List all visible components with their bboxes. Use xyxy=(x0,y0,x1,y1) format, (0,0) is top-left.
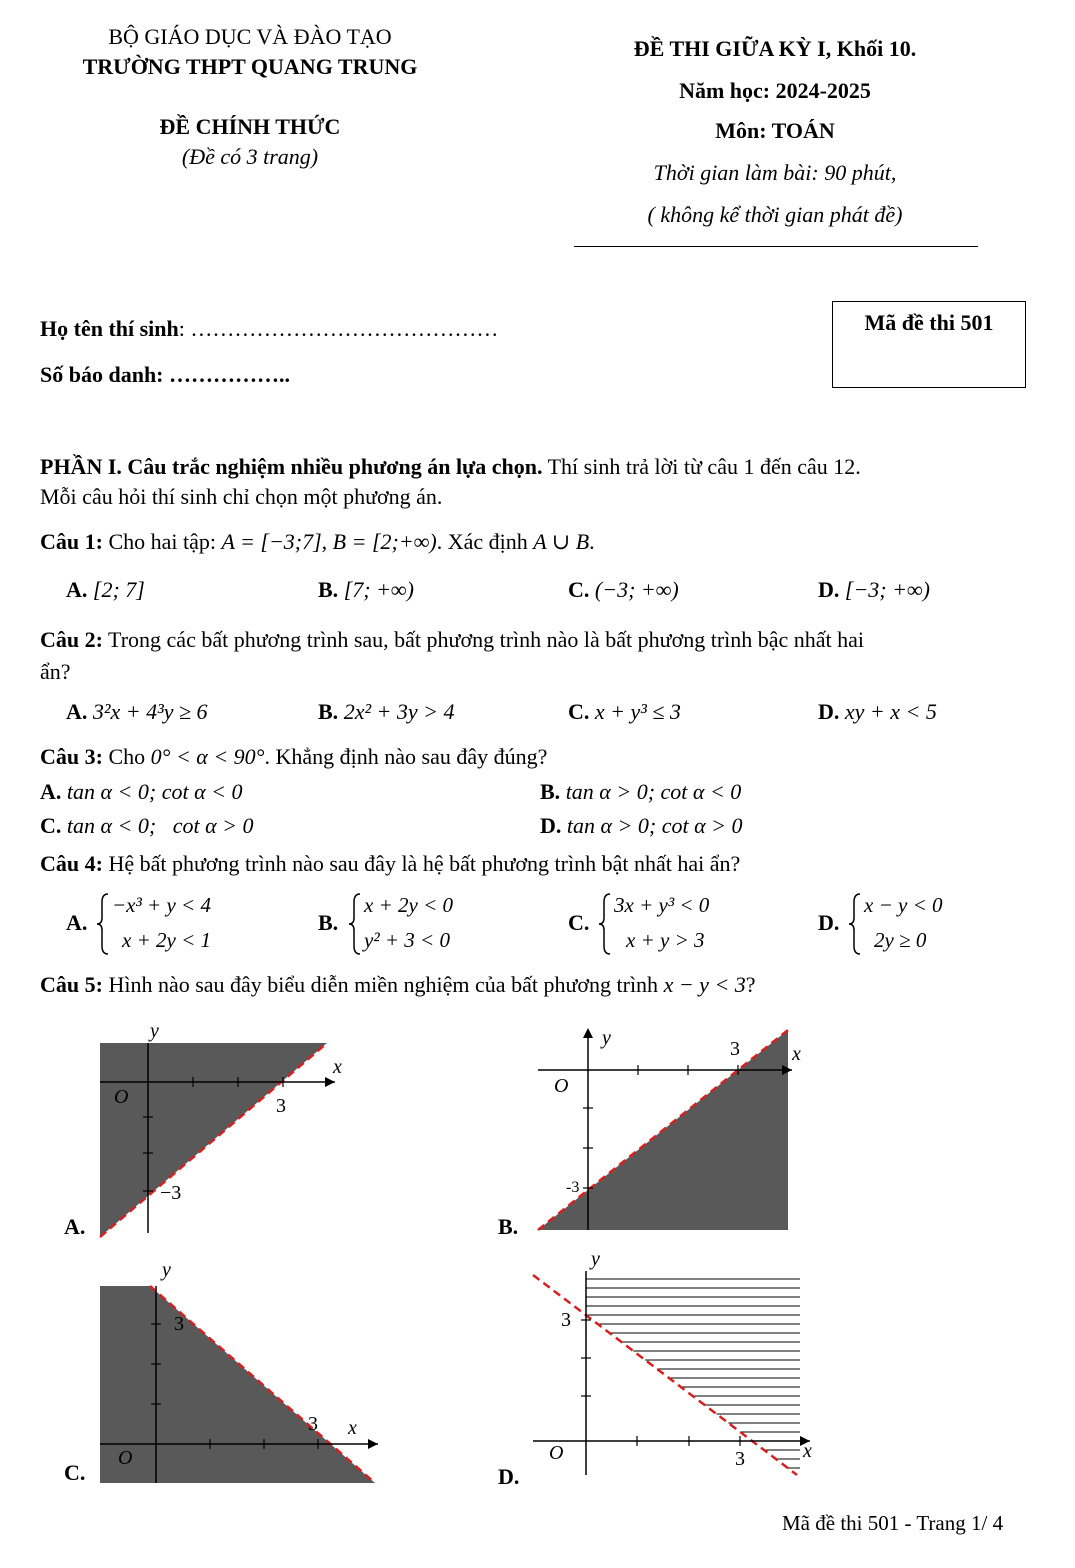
graph-b-y-label: y xyxy=(602,1027,611,1049)
header-divider xyxy=(574,246,978,247)
question-2 xyxy=(40,625,864,655)
q2-text: Trong các bất phương trình sau, bất phương trình nào là bất phương trình bậc nhất hai xyxy=(102,627,865,652)
brace-icon xyxy=(348,892,362,956)
q3-label: Câu 3: xyxy=(40,744,103,769)
student-name-line xyxy=(40,316,498,342)
exam-time: Thời gian làm bài: 90 phút, xyxy=(653,160,897,185)
graph-d-x-label: x xyxy=(803,1440,812,1462)
q2-option-d[interactable]: D. xy + x < 5 xyxy=(818,699,937,724)
graph-d-key[interactable]: D. xyxy=(498,1464,520,1489)
q1-option-a[interactable]: A. [2; 7] xyxy=(66,577,145,602)
q5-text: Hình nào sau đây biểu diễn miền nghiệm của bất phương trình xyxy=(102,972,664,997)
q4-option-a[interactable]: A. −x³ + y < 4 x + 2y < 1 xyxy=(66,890,266,960)
school-name: TRƯỜNG THPT QUANG TRUNG xyxy=(82,54,418,79)
q1-option-c[interactable]: C. (−3; +∞) xyxy=(568,577,679,602)
brace-icon xyxy=(598,892,612,956)
arrow-icon xyxy=(368,1439,378,1449)
q1-text: Cho hai tập: xyxy=(102,529,222,554)
q2-text2: ẩn? xyxy=(40,659,71,684)
q1-label: Câu 1: xyxy=(40,529,103,554)
question-4 xyxy=(40,849,740,879)
graph-a-x-label: x xyxy=(333,1056,342,1078)
graph-c-x-label: x xyxy=(348,1417,357,1439)
official-label: ĐỀ CHÍNH THỨC xyxy=(159,114,341,139)
q3-option-b[interactable]: B. tan α > 0; cot α < 0 xyxy=(540,779,742,804)
question-3 xyxy=(40,742,547,772)
graph-b-x-label: x xyxy=(792,1043,801,1065)
graph-c-origin: O xyxy=(118,1447,133,1469)
graph-d-hatch xyxy=(586,1279,800,1468)
graph-a-key[interactable]: A. xyxy=(64,1214,86,1239)
q2-option-b[interactable]: B. 2x² + 3y > 4 xyxy=(318,699,455,724)
graph-c-shade xyxy=(100,1286,375,1483)
q2-option-c[interactable]: C. x + y³ ≤ 3 xyxy=(568,699,681,724)
question-5 xyxy=(40,970,756,1000)
q4-option-c[interactable]: C. 3x + y³ < 0 x + y > 3 xyxy=(568,890,768,960)
exam-time-note: ( không kể thời gian phát đề) xyxy=(647,202,903,227)
graph-a[interactable] xyxy=(90,1015,350,1240)
graph-d-tick-y: 3 xyxy=(561,1309,571,1331)
arrow-icon xyxy=(325,1077,335,1087)
q1-option-b[interactable]: B. [7; +∞) xyxy=(318,577,414,602)
graph-d-origin: O xyxy=(549,1442,564,1464)
student-id-label[interactable]: Số báo danh: …………….. xyxy=(40,362,291,387)
pages-note: (Đề có 3 trang) xyxy=(181,144,319,169)
q3-option-c[interactable]: C. tan α < 0; cot α > 0 xyxy=(40,813,254,838)
q4-label: Câu 4: xyxy=(40,851,103,876)
graph-d-boundary xyxy=(533,1275,797,1475)
graph-c-tick-y: 3 xyxy=(174,1313,184,1335)
subject: Môn: TOÁN xyxy=(715,118,835,143)
q2-label: Câu 2: xyxy=(40,627,103,652)
graph-c-key[interactable]: C. xyxy=(64,1460,86,1485)
graph-a-y-label: y xyxy=(150,1020,159,1042)
q3-text: Cho xyxy=(102,744,151,769)
graph-a-tick-y: −3 xyxy=(160,1182,182,1204)
graph-a-origin: O xyxy=(114,1086,129,1108)
q5-label: Câu 5: xyxy=(40,972,103,997)
part1-heading xyxy=(40,452,1040,482)
graph-b-tick-y: -3 xyxy=(566,1179,580,1196)
q1-sets: A = [−3;7], B = [2;+∞) xyxy=(221,529,437,554)
graph-b-origin: O xyxy=(554,1075,569,1097)
graph-b-tick-x: 3 xyxy=(730,1038,740,1060)
graph-c[interactable] xyxy=(90,1258,390,1488)
q1-tail: . Xác định xyxy=(436,529,534,554)
q5-inequality: x − y < 3 xyxy=(663,972,746,997)
graph-c-y-label: y xyxy=(162,1259,171,1281)
brace-icon xyxy=(96,892,110,956)
graph-b-key[interactable]: B. xyxy=(498,1214,519,1239)
q4-option-d[interactable]: D. x − y < 0 2y ≥ 0 xyxy=(818,890,1018,960)
q3-option-a[interactable]: A. tan α < 0; cot α < 0 xyxy=(40,779,243,804)
part1-instruction: Thí sinh trả lời từ câu 1 đến câu 12. xyxy=(542,454,861,479)
school-year: Năm học: 2024-2025 xyxy=(679,78,871,103)
graph-d[interactable] xyxy=(525,1245,825,1485)
q3-option-d[interactable]: D. tan α > 0; cot α > 0 xyxy=(540,813,743,838)
student-name-label: Họ tên thí sinh xyxy=(40,316,179,341)
page-footer: Mã đề thi 501 - Trang 1/ 4 xyxy=(782,1511,1004,1535)
graph-d-ticks xyxy=(581,1320,740,1446)
ministry-name: BỘ GIÁO DỤC VÀ ĐÀO TẠO xyxy=(108,24,392,49)
graph-c-tick-x: 3 xyxy=(308,1413,318,1435)
q4-option-b[interactable]: B. x + 2y < 0 y² + 3 < 0 xyxy=(318,890,518,960)
arrow-icon xyxy=(583,1028,593,1038)
graph-d-tick-x: 3 xyxy=(735,1448,745,1470)
q5-end: ? xyxy=(745,972,756,997)
graph-d-y-label: y xyxy=(591,1248,600,1270)
part1-instruction2: Mỗi câu hỏi thí sinh chỉ chọn một phương án. xyxy=(40,484,443,509)
q3-range: 0° < α < 90° xyxy=(150,744,265,769)
q1-end: . xyxy=(589,529,595,554)
q1-option-d[interactable]: D. [−3; +∞) xyxy=(818,577,930,602)
exam-code-box xyxy=(832,301,1026,388)
student-name-dots[interactable]: : …………………………………… xyxy=(178,316,499,341)
graph-b[interactable] xyxy=(530,1020,820,1235)
exam-title: ĐỀ THI GIỮA KỲ I, Khối 10. xyxy=(633,36,917,61)
graph-a-tick-x: 3 xyxy=(276,1095,286,1117)
exam-code: Mã đề thi 501 xyxy=(864,310,994,335)
part1-title: PHẦN I. Câu trắc nghiệm nhiều phương án lựa chọn. xyxy=(40,454,543,479)
q2-option-a[interactable]: A. 3²x + 4³y ≥ 6 xyxy=(66,699,208,724)
question-1 xyxy=(40,527,595,557)
q1-union: A ∪ B xyxy=(533,529,590,554)
brace-icon xyxy=(848,892,862,956)
q4-text: Hệ bất phương trình nào sau đây là hệ bất phương trình bật nhất hai ẩn? xyxy=(102,851,741,876)
q3-tail: . Khẳng định nào sau đây đúng? xyxy=(264,744,548,769)
